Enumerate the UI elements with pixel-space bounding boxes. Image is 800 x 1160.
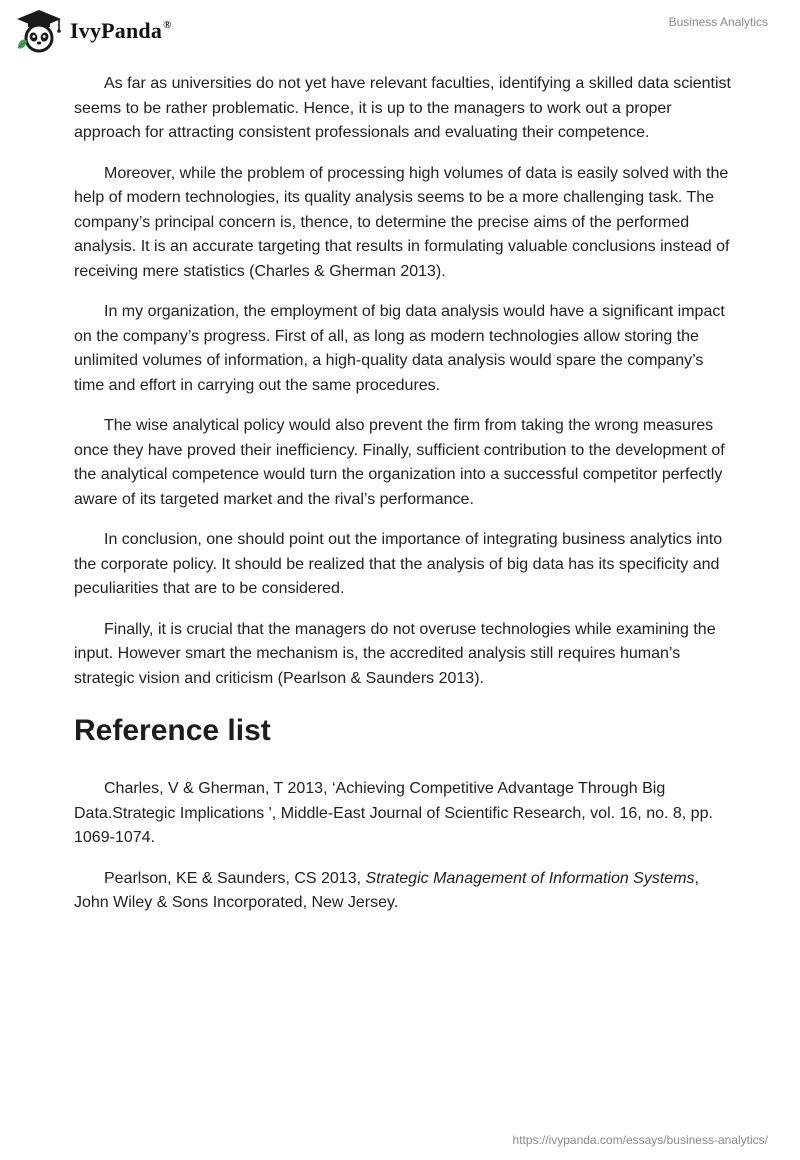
page-header <box>0 0 800 60</box>
reference-list-heading: Reference list <box>74 714 271 747</box>
reference-text: , John Wiley & Sons Incorporated, New Jersey. <box>74 869 699 911</box>
reference-text: Charles, V & Gherman, T 2013, ‘Achieving Competitive Advantage Through Big Data.Strategic Implications ', Middle-East Journal of Scientific Research, vol. 16, no. 8, pp. 1069-1074. <box>74 780 713 846</box>
paragraph: In my organization, the employment of big data analysis would have a significant impact on the company’s progress. First of all, as long as modern technologies allow storing the unlimited volumes of information, a high-quality data analysis would spare the company’s time and effort in carrying out the same procedures. <box>74 303 725 394</box>
document-title: Business Analytics <box>668 15 768 29</box>
brand-name: IvyPanda® <box>70 18 172 43</box>
paragraph: As far as universities do not yet have relevant faculties, identifying a skilled data scientist seems to be rather problematic. Hence, it is up to the managers to work out a proper approach for attracting consistent professionals and evaluating their competence. <box>74 75 731 141</box>
reference-item <box>74 777 734 851</box>
source-url-link[interactable]: https://ivypanda.com/essays/business-analytics/ <box>512 1133 768 1147</box>
reference-text: Pearlson, KE & Saunders, CS 2013, <box>104 869 366 887</box>
ivypanda-logo-link[interactable] <box>14 8 172 54</box>
reference-item <box>74 867 734 916</box>
reference-title: Strategic Management of Information Systems <box>365 869 695 887</box>
paragraph: The wise analytical policy would also prevent the firm from taking the wrong measures once they have proved their inefficiency. Finally, sufficient contribution to the development of the analytical competence would turn the organization into a successful competitor perfectly aware of its targeted market and the rival’s performance. <box>74 417 725 508</box>
paragraph: Moreover, while the problem of processing high volumes of data is easily solved with the help of modern technologies, its quality analysis seems to be a more challenging task. The company’s principal concern is, thence, to determine the precise aims of the performed analysis. It is an accurate targeting that results in formulating valuable conclusions instead of receiving mere statistics (Charles & Gherman 2013). <box>74 164 730 280</box>
essay-body <box>74 72 734 932</box>
paragraph: In conclusion, one should point out the importance of integrating business analytics into the corporate policy. It should be realized that the analysis of big data has its specificity and peculiarities that are to be considered. <box>74 531 723 597</box>
paragraph: Finally, it is crucial that the managers do not overuse technologies while examining the input. However smart the mechanism is, the accredited analysis still requires human’s strategic vision and criticism (Pearlson & Saunders 2013). <box>74 620 716 687</box>
panda-graduation-cap-logo-icon <box>14 8 64 54</box>
